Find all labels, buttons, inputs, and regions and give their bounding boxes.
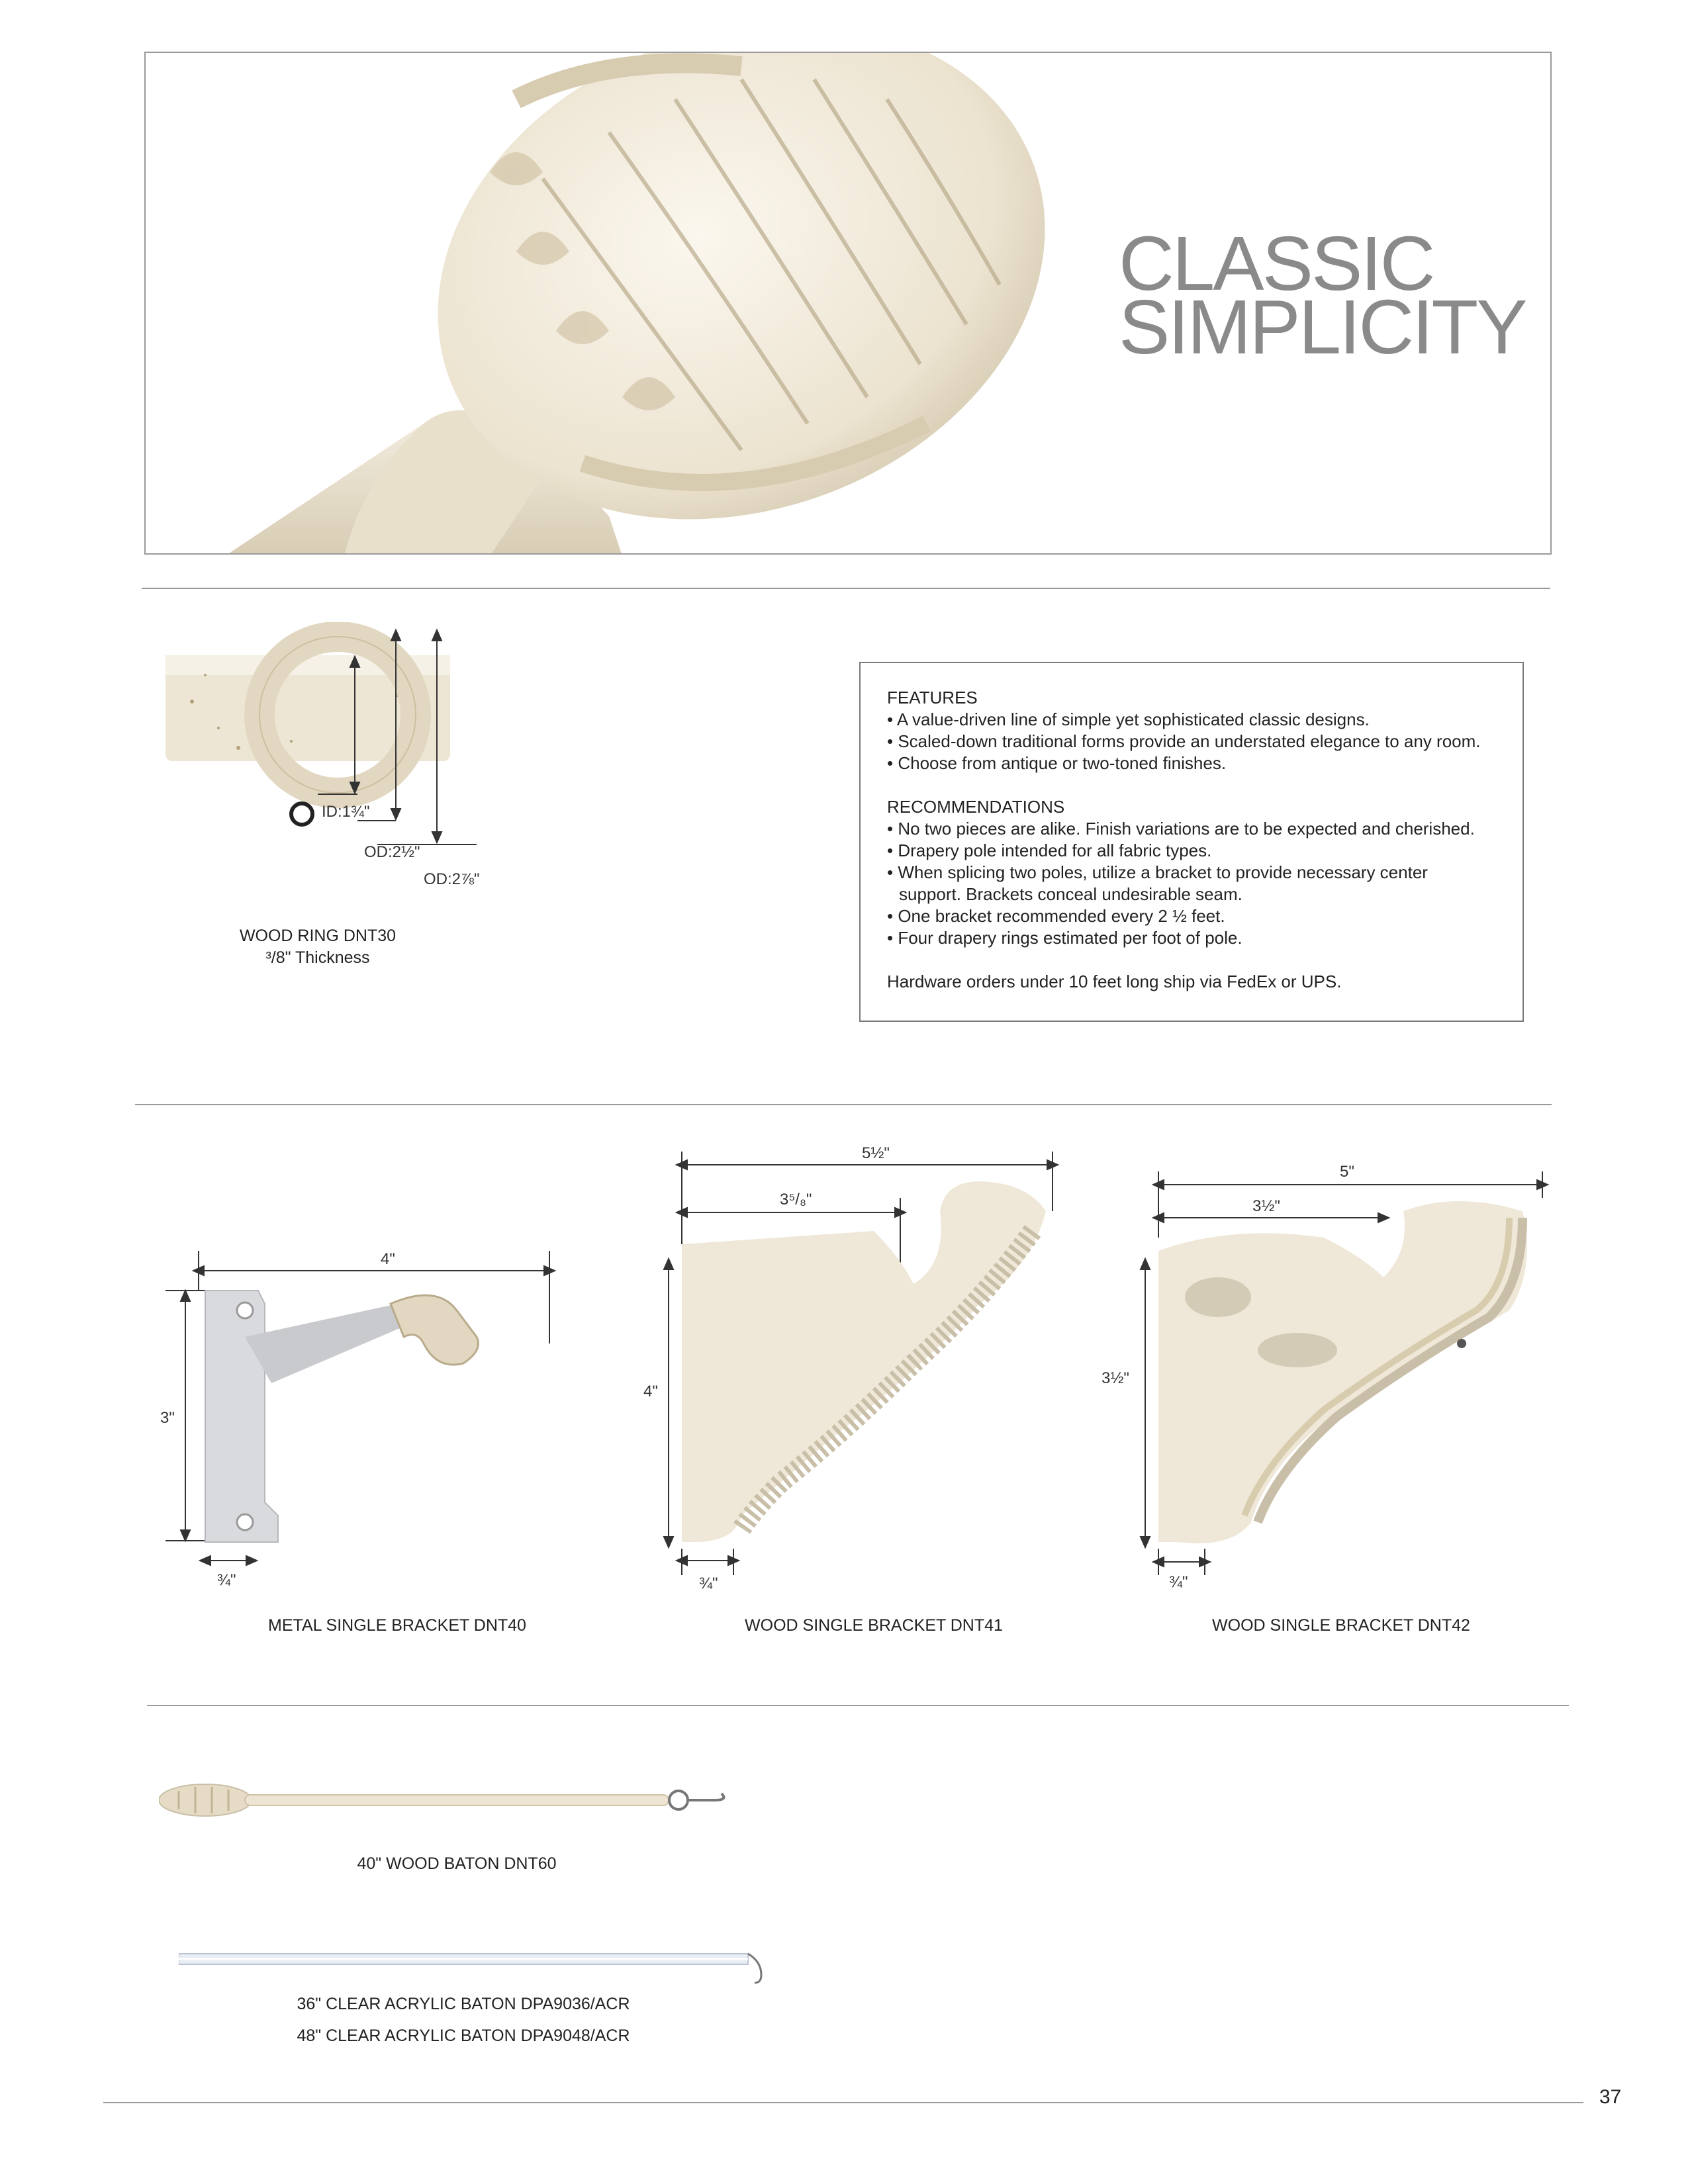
wood-ring-diagram xyxy=(159,622,530,900)
footer-rule xyxy=(103,2102,1583,2103)
recommendation-item: • When splicing two poles, utilize a bracket to provide necessary center support. Brackets conceal undesirable seam. xyxy=(887,862,1429,905)
dnt42-inner-dim: 3½" xyxy=(1252,1197,1280,1215)
recommendation-item: • Four drapery rings estimated per foot of pole. xyxy=(887,927,1496,949)
divider-1 xyxy=(142,588,1550,589)
features-list xyxy=(887,709,1496,774)
dnt41-height-dim: 4" xyxy=(643,1383,658,1400)
recommendation-item: • No two pieces are alike. Finish variations are to be expected and cherished. xyxy=(887,818,1496,840)
wood-ring-caption-line1: WOOD RING DNT30 xyxy=(239,927,397,945)
metal-bracket-diagram xyxy=(146,1238,609,1595)
shipping-note: Hardware orders under 10 feet long ship via FedEx or UPS. xyxy=(887,972,1342,991)
dnt41-caption: WOOD SINGLE BRACKET DNT41 xyxy=(745,1616,1003,1635)
acrylic-baton-image xyxy=(179,1942,774,1988)
recommendations-heading: RECOMMENDATIONS xyxy=(887,797,1065,817)
wood-bracket-dnt41-diagram xyxy=(635,1132,1086,1595)
acrylic-baton-caption xyxy=(278,1988,649,2052)
dnt41-width-dim: 5½" xyxy=(862,1144,890,1162)
divider-2 xyxy=(135,1104,1552,1105)
features-item: • Choose from antique or two-toned finishes. xyxy=(887,752,1496,774)
dnt41-inner-dim: 3⁵/₈" xyxy=(780,1191,812,1208)
dnt42-caption: WOOD SINGLE BRACKET DNT42 xyxy=(1212,1616,1470,1635)
features-heading: FEATURES xyxy=(887,688,978,707)
acrylic-baton-caption-36: 36" CLEAR ACRYLIC BATON DPA9036/ACR xyxy=(297,1995,630,2013)
divider-3 xyxy=(147,1705,1569,1706)
wood-baton-caption: 40" WOOD BATON DNT60 xyxy=(357,1854,557,1873)
dnt40-caption: METAL SINGLE BRACKET DNT40 xyxy=(268,1616,526,1635)
dnt40-width-dim: 4" xyxy=(381,1250,395,1268)
hero-title-line1: CLASSIC xyxy=(1119,220,1434,306)
wood-ring-caption-line2: ³/8" Thickness xyxy=(265,948,370,967)
wood-ring-caption xyxy=(212,925,424,969)
dnt40-height-dim: 3" xyxy=(160,1409,175,1427)
ring-id-dim: ID:1¾" xyxy=(322,803,370,821)
dnt41-depth-dim: ¾" xyxy=(699,1574,718,1592)
wood-bracket-dnt42-diagram xyxy=(1099,1152,1562,1602)
dnt42-depth-dim: ¾" xyxy=(1169,1573,1188,1591)
wood-baton-image xyxy=(159,1774,741,1827)
recommendations-list xyxy=(887,818,1496,949)
page-number: 37 xyxy=(1599,2086,1622,2108)
ring-od2-dim: OD:2⅞" xyxy=(424,870,480,888)
features-item: • Scaled-down traditional forms provide an understated elegance to any room. xyxy=(887,731,1496,752)
recommendation-item: • Drapery pole intended for all fabric types. xyxy=(887,840,1496,862)
ring-od1-dim: OD:2½" xyxy=(364,843,420,861)
features-box xyxy=(859,662,1524,1022)
recommendation-item: • One bracket recommended every 2 ½ feet. xyxy=(887,905,1496,927)
acrylic-baton-caption-48: 48" CLEAR ACRYLIC BATON DPA9048/ACR xyxy=(297,2026,630,2045)
dnt40-depth-dim: ¾" xyxy=(217,1571,236,1589)
features-item: • A value-driven line of simple yet sophisticated classic designs. xyxy=(887,709,1496,731)
hero-title-line2: SIMPLICITY xyxy=(1119,284,1526,370)
hero-title xyxy=(1119,220,1526,370)
dnt42-height-dim: 3½" xyxy=(1102,1369,1129,1387)
hero-banner xyxy=(144,52,1552,555)
dnt42-width-dim: 5" xyxy=(1340,1163,1354,1181)
